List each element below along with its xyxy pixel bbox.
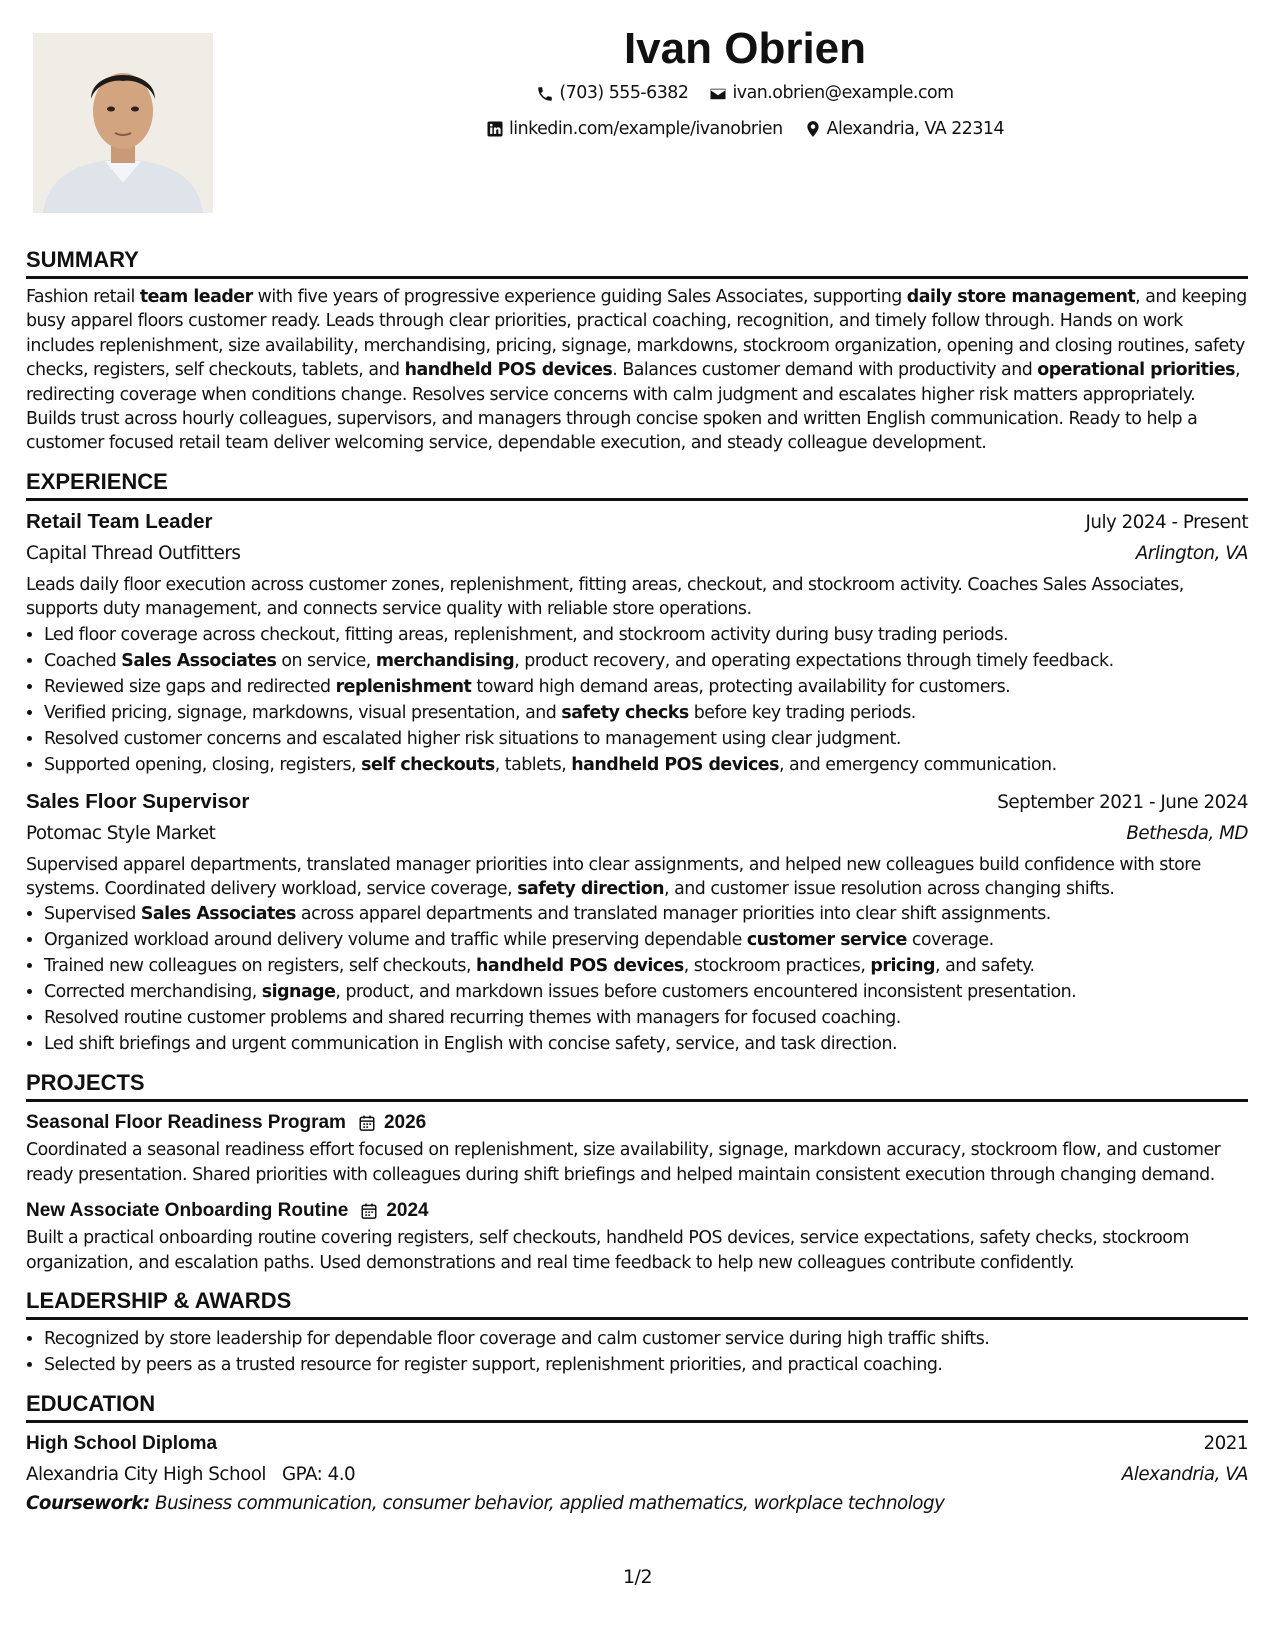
list-item: • Led shift briefings and urgent communication in English with concise safety, service, and task direction. — [44, 1031, 1248, 1057]
school-info — [26, 1459, 355, 1490]
resume-header — [215, 20, 1275, 149]
list-item: • Corrected merchandising, signage, product, and markdown issues before customers encountered inconsistent presentation. — [44, 979, 1248, 1005]
job-bullets — [26, 901, 1248, 1057]
list-item: • Supported opening, closing, registers, self checkouts, tablets, handheld POS devices, and emergency communication. — [44, 752, 1248, 778]
job-dates: September 2021 - June 2024 — [997, 791, 1248, 813]
section-title: LEADERSHIP & AWARDS — [26, 1288, 1248, 1320]
list-item: • Resolved customer concerns and escalated higher risk situations to management using clear judgment. — [44, 726, 1248, 752]
project-name: Seasonal Floor Readiness Program — [26, 1112, 346, 1134]
leadership-section — [26, 1288, 1248, 1378]
profile-photo — [33, 33, 213, 213]
project-description: Built a practical onboarding routine covering registers, self checkouts, handheld POS devices, service expectations, safety checks, stockroom organization, and escalation paths. Used demonstrations and real time feedback to help new colleagues contribute confidently. — [26, 1228, 1189, 1273]
coursework — [26, 1490, 1248, 1518]
linkedin-icon — [486, 120, 504, 138]
list-item: • Resolved routine customer problems and shared recurring themes with managers for focused coaching. — [44, 1005, 1248, 1031]
school-name: Alexandria City High School — [26, 1464, 266, 1486]
leadership-list — [26, 1326, 1248, 1378]
company-name: Capital Thread Outfitters — [26, 542, 241, 564]
job-entry — [26, 787, 1248, 1058]
projects-section — [26, 1070, 1248, 1275]
list-item: • Recognized by store leadership for dependable floor coverage and calm customer service during high traffic shifts. — [44, 1326, 1248, 1352]
graduation-year: 2021 — [1203, 1433, 1248, 1455]
job-dates: July 2024 - Present — [1085, 511, 1248, 533]
section-title: EXPERIENCE — [26, 469, 1248, 501]
list-item: • Organized workload around delivery volume and traffic while preserving dependable customer service coverage. — [44, 927, 1248, 953]
contact-line-1 — [215, 78, 1275, 114]
linkedin-url[interactable]: linkedin.com/example/ivanobrien — [508, 118, 783, 139]
map-marker-icon — [804, 120, 822, 138]
contact-line-2 — [215, 114, 1275, 150]
email-contact[interactable] — [709, 78, 953, 109]
list-item: • Reviewed size gaps and redirected replenishment toward high demand areas, protecting availability for customers. — [44, 674, 1248, 700]
list-item: • Selected by peers as a trusted resource for register support, replenishment priorities, and practical coaching. — [44, 1352, 1248, 1378]
candidate-name: Ivan Obrien — [623, 24, 867, 73]
section-title: PROJECTS — [26, 1070, 1248, 1102]
email-address[interactable]: ivan.obrien@example.com — [732, 83, 954, 103]
job-summary: Supervised apparel departments, translated manager priorities into clear assignments, and helped new colleagues build confidence with store systems. Coordinated delivery workload, service coverage, safety direction, and customer issue resolution across changing shifts. — [26, 854, 1201, 900]
project-name: New Associate Onboarding Routine — [26, 1200, 349, 1222]
list-item: • Coached Sales Associates on service, merchandising, product recovery, and operating expectations through timely feedback. — [44, 648, 1248, 674]
resume-body — [26, 247, 1248, 1531]
page-number: 1/2 — [622, 1566, 653, 1588]
job-title: Sales Floor Supervisor — [26, 789, 250, 813]
summary-text: Fashion retail team leader with five years of progressive experience guiding Sales Associates, supporting daily store management, and keeping busy apparel floors customer ready. Leads through clear priorities, practical coaching, recognition, and timely follow through. Hands on work includes replenishment, size availability, merchandising, pricing, signage, markdowns, stockroom organization, opening and closing routines, safety checks, registers, self checkouts, tablets, and handheld POS devices. Balances customer demand with productivity and operational priorities, redirecting coverage when conditions change. Resolves service concerns with calm judgment and escalates higher risk matters appropriately. Builds trust across hourly colleagues, supervisors, and managers through concise spoken and written English communication. Ready to help a customer focused retail team deliver welcoming service, dependable execution, and steady colleague development. — [26, 287, 1247, 454]
school-location: Alexandria, VA — [1121, 1464, 1248, 1486]
project-description: Coordinated a seasonal readiness effort focused on replenishment, size availability, signage, markdown accuracy, stockroom flow, and customer ready presentation. Shared priorities with colleagues during shift briefings and helped maintain consistent execution through changing demand. — [26, 1140, 1221, 1185]
location-contact — [804, 114, 1004, 145]
section-title: EDUCATION — [26, 1391, 1248, 1423]
degree-name: High School Diploma — [26, 1433, 218, 1455]
phone-icon — [536, 85, 554, 103]
company-name: Potomac Style Market — [26, 822, 216, 844]
section-title: SUMMARY — [26, 247, 1248, 279]
calendar-icon — [360, 1202, 378, 1220]
phone-contact — [536, 78, 688, 109]
job-location: Bethesda, MD — [1126, 822, 1248, 844]
gpa: GPA: 4.0 — [281, 1464, 356, 1486]
job-summary: Leads daily floor execution across customer zones, replenishment, fitting areas, checkout, and stockroom activity. Coaches Sales Associates, supports duty management, and connects service quality with reliable store operations. — [26, 574, 1184, 620]
list-item: • Trained new colleagues on registers, self checkouts, handheld POS devices, stockroom practices, pricing, and safety. — [44, 953, 1248, 979]
summary-section — [26, 247, 1248, 456]
calendar-icon — [358, 1114, 376, 1132]
project-entry — [26, 1196, 1248, 1275]
job-location: Arlington, VA — [1135, 542, 1248, 564]
experience-section — [26, 469, 1248, 1058]
project-year: 2024 — [386, 1200, 429, 1222]
education-section — [26, 1391, 1248, 1518]
job-bullets — [26, 622, 1248, 778]
list-item: • Led floor coverage across checkout, fitting areas, replenishment, and stockroom activity during busy trading periods. — [44, 622, 1248, 648]
list-item: • Supervised Sales Associates across apparel departments and translated manager priorities into clear shift assignments. — [44, 901, 1248, 927]
project-entry — [26, 1108, 1248, 1187]
location-text: Alexandria, VA 22314 — [826, 118, 1005, 139]
job-title: Retail Team Leader — [26, 509, 213, 533]
phone-number: (703) 555-6382 — [559, 83, 689, 103]
list-item: • Verified pricing, signage, markdowns, visual presentation, and safety checks before key trading periods. — [44, 700, 1248, 726]
linkedin-contact[interactable] — [486, 114, 783, 145]
job-entry — [26, 507, 1248, 778]
envelope-icon — [709, 85, 727, 103]
coursework-list: Business communication, consumer behavior, applied mathematics, workplace technology — [155, 1493, 945, 1515]
project-year: 2026 — [383, 1112, 427, 1134]
coursework-label: Coursework: — [26, 1493, 150, 1515]
